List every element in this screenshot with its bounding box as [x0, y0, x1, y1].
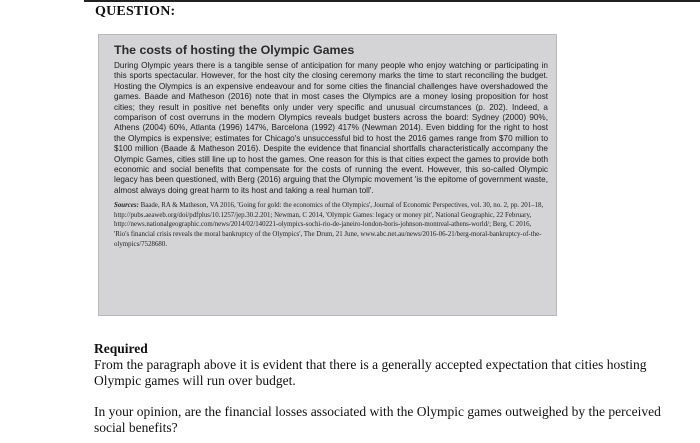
question-heading: QUESTION:	[95, 4, 176, 19]
required-heading: Required	[94, 341, 148, 356]
case-study-sources	[114, 201, 548, 249]
required-section	[94, 341, 654, 389]
sources-label: Sources:	[114, 202, 139, 210]
required-statement: From the paragraph above it is evident that there is a generally accepted expectation that cities hosting Olympic games will run over budget.	[94, 357, 647, 388]
case-study-body: During Olympic years there is a tangible sense of anticipation for many people who enjoy watching or participating in this sports spectacular. However, for the host city the closing ceremony marks the time to start reconciling the budget. Hosting the Olympics is an expensive endeavour and for some cities the financial challenges have overshadowed the games. Baade and Matheson (2016) note that in most cases the Olympics are a money losing proposition for host cities; they result in positive net benefits only under very specific and unusual circumstances (p. 202). Indeed, a comparison of cost overruns in the modern Olympics reveals budget busters across the board: Sydney (2000) 90%, Athens (2004) 60%, Atlanta (1996) 147%, Barcelona (1992) 417% (Newman 2014). Even bidding for the right to host the Olympics is expensive; estimates for Chicago's unsuccessful bid to host the 2016 games range from $70 million to $100 million (Baade & Matheson 2016). Despite the evidence that financial shortfalls characteristically accompany the Olympic Games, cities still line up to host the games. One reason for this is that cities expect the games to provide both economic and social benefits that compensate for the costs of running the event. However, this so-called Olympic legacy has been questioned, with Berg (2016) arguing that the Olympic movement 'is the epitome of government waste, almost always doing great harm to its host and taking a real human toll'.	[114, 61, 548, 195]
case-study-box	[98, 34, 557, 316]
case-study-title: The costs of hosting the Olympic Games	[114, 43, 355, 57]
opinion-question: In your opinion, are the financial losses associated with the Olympic games outweighed by the perceived social benefits?	[94, 404, 661, 435]
top-divider	[84, 0, 700, 2]
sources-text: Baade, RA & Matheson, VA 2016, 'Going for gold: the economics of the Olympics', Journal of Economic Perspectives, vol. 30, no. 2, pp. 201–18, http://pubs.aeaweb.org/doi/pdfplus/10.1257/jep.30.2.201; Newman, C 2014, 'Olympic Games: legacy or money pit', National Geographic, 22 February, http://news.nationalgeographic.com/news/2014/02/140221-olympics-sochi-rio-de-janeiro-london-boris-johnson-montreal-athens-world/; Berg, C 2016, 'Rio's financial crisis reveals the moral bankruptcy of the Olympics', The Drum, 21 June, www.abc.net.au/news/2016-06-21/berg-moral-bankruptcy-of-the-olympics/7528680.	[114, 202, 544, 248]
